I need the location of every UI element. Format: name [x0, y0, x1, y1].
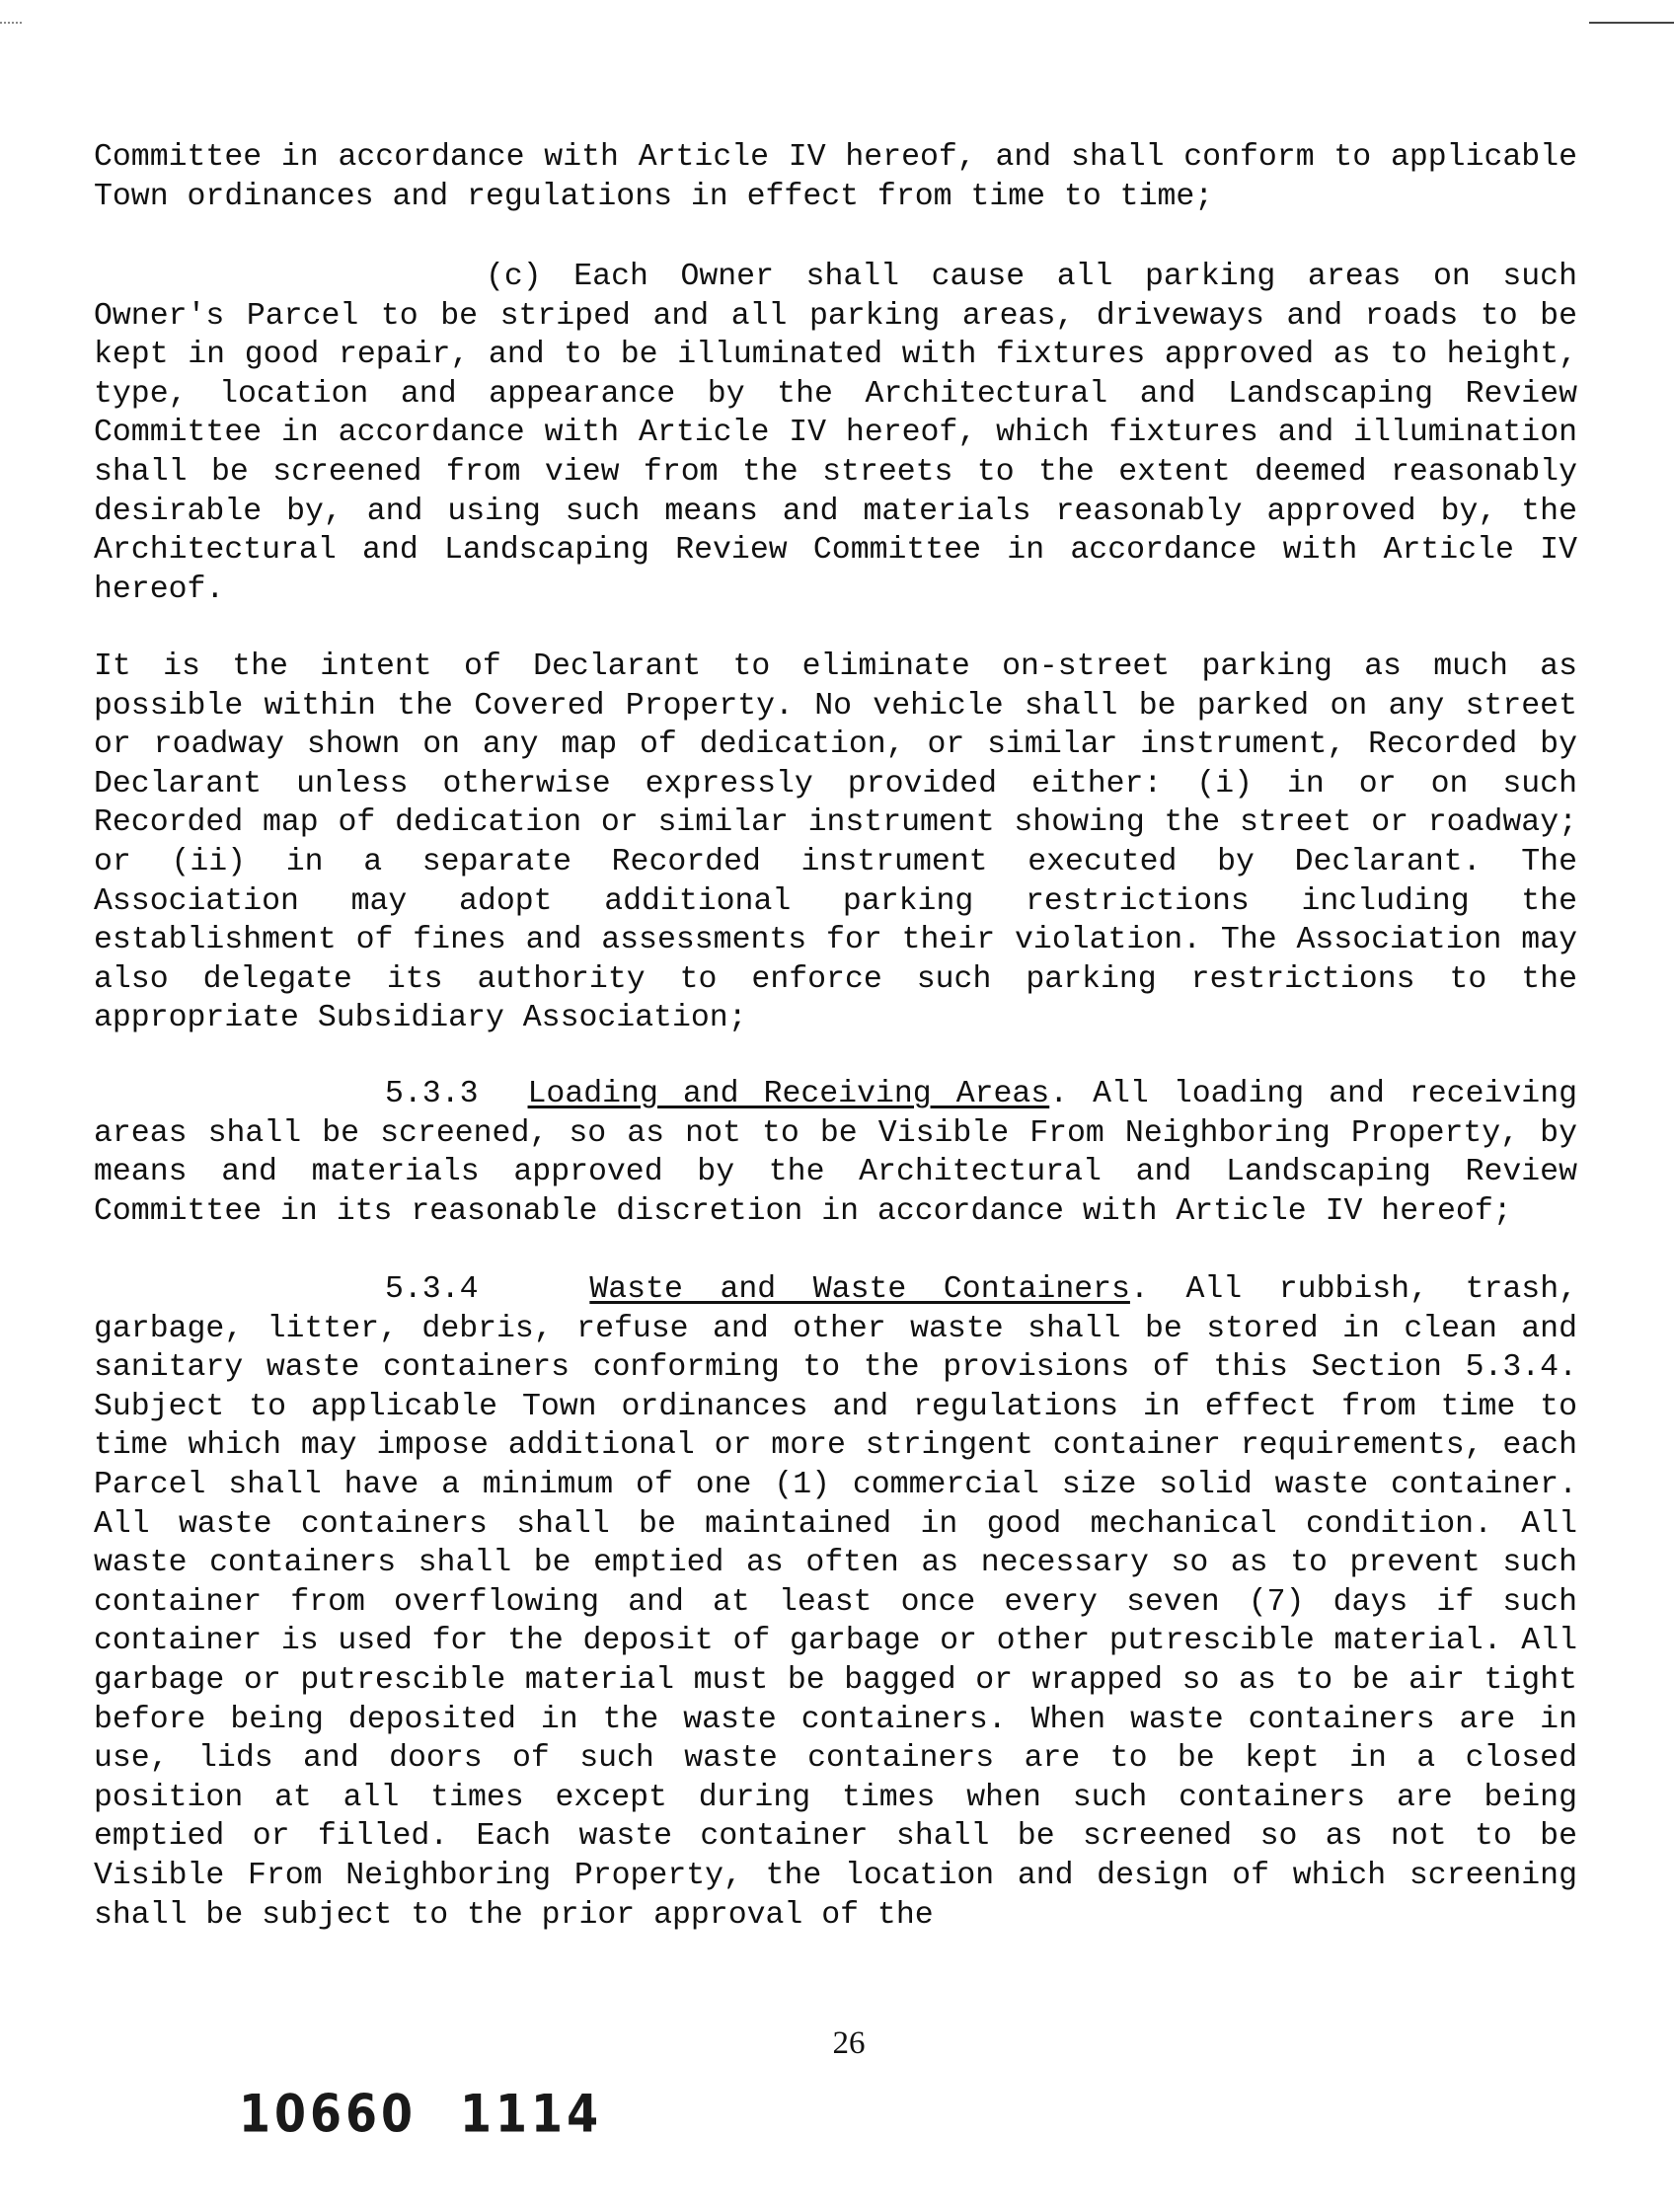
section-body: . All loading and receiving areas shall be screened, so as not to be Visible From Neighboring Property, by means and materials approved by the Architectural and Landscaping Review Committee in its reasonable discretion in accordance with Article IV hereof; — [94, 1077, 1577, 1229]
stamp-book-number: 10660 — [239, 2083, 418, 2145]
recording-stamp — [239, 2083, 602, 2144]
section-body: . All rubbish, trash, garbage, litter, debris, refuse and other waste shall be stored in clean and sanitary waste containers conforming to the provisions of this Section 5.3.4. Subject to applicable Town ordinances and regulations in effect from time to time which may impose additional or more stringent container requirements, each Parcel shall have a minimum of one (1) commercial size solid waste container. All waste containers shall be maintained in good mechanical condition. All waste containers shall be emptied as often as necessary so as to prevent such container from overflowing and at least once every seven (7) days if such container is used for the deposit of garbage or other putrescible material. All garbage or putrescible material must be bagged or wrapped so as to be air tight before being deposited in the waste containers. When waste containers are in use, lids and doors of such waste containers are to be kept in a closed position at all times except during times when such containers are being emptied or filled. Each waste container shall be screened so as not to be Visible From Neighboring Property, the location and design of which screening shall be subject to the prior approval of the — [94, 1272, 1578, 1933]
paragraph-committee-conform: Committee in accordance with Article IV hereof, and shall conform to applicable Town ordinances and regulations in effect from time to time; — [94, 140, 1577, 214]
scan-edge-mark-left — [0, 22, 22, 24]
section-number: 5.3.4 — [385, 1272, 479, 1307]
paragraph-parking-areas-c — [94, 258, 1577, 609]
paragraph-on-street-parking: It is the intent of Declarant to eliminate on-street parking as much as possible within the Covered Property. No vehicle shall be parked on any street or roadway shown on any map of dedication, or similar instrument, Recorded by Declarant unless otherwise expressly provided either: (i) in or on such Recorded map of dedication or similar instrument showing the street or roadway; or (ii) in a separate Recorded instrument executed by Declarant. The Association may adopt additional parking restrictions including the establishment of fines and assessments for their violation. The Association may also delegate its authority to enforce such parking restrictions to the appropriate Subsidiary Association; — [94, 649, 1577, 1036]
section-heading: Waste and Waste Containers — [589, 1272, 1130, 1307]
stamp-page-number: 1114 — [460, 2083, 603, 2145]
paragraph-parking-areas-text: (c) Each Owner shall cause all parking areas on such Owner's Parcel to be striped and all parking areas, driveways and roads to be kept in good repair, and to be illuminated with fixtures approved as to height, type, location and appearance by the Architectural and Landscaping Review Committee in accordance with Article IV hereof, which fixtures and illumination shall be screened from view from the streets to the extent deemed reasonably desirable by, and using such means and materials reasonably approved by, the Architectural and Landscaping Review Committee in accordance with Article IV hereof. — [94, 260, 1577, 607]
section-number: 5.3.3 — [385, 1077, 479, 1111]
section-5-3-3 — [94, 1075, 1577, 1231]
section-5-3-4 — [94, 1270, 1577, 1935]
scan-edge-mark-right — [1589, 22, 1674, 24]
page-number: 26 — [832, 2025, 866, 2061]
section-heading: Loading and Receiving Areas — [527, 1077, 1050, 1111]
